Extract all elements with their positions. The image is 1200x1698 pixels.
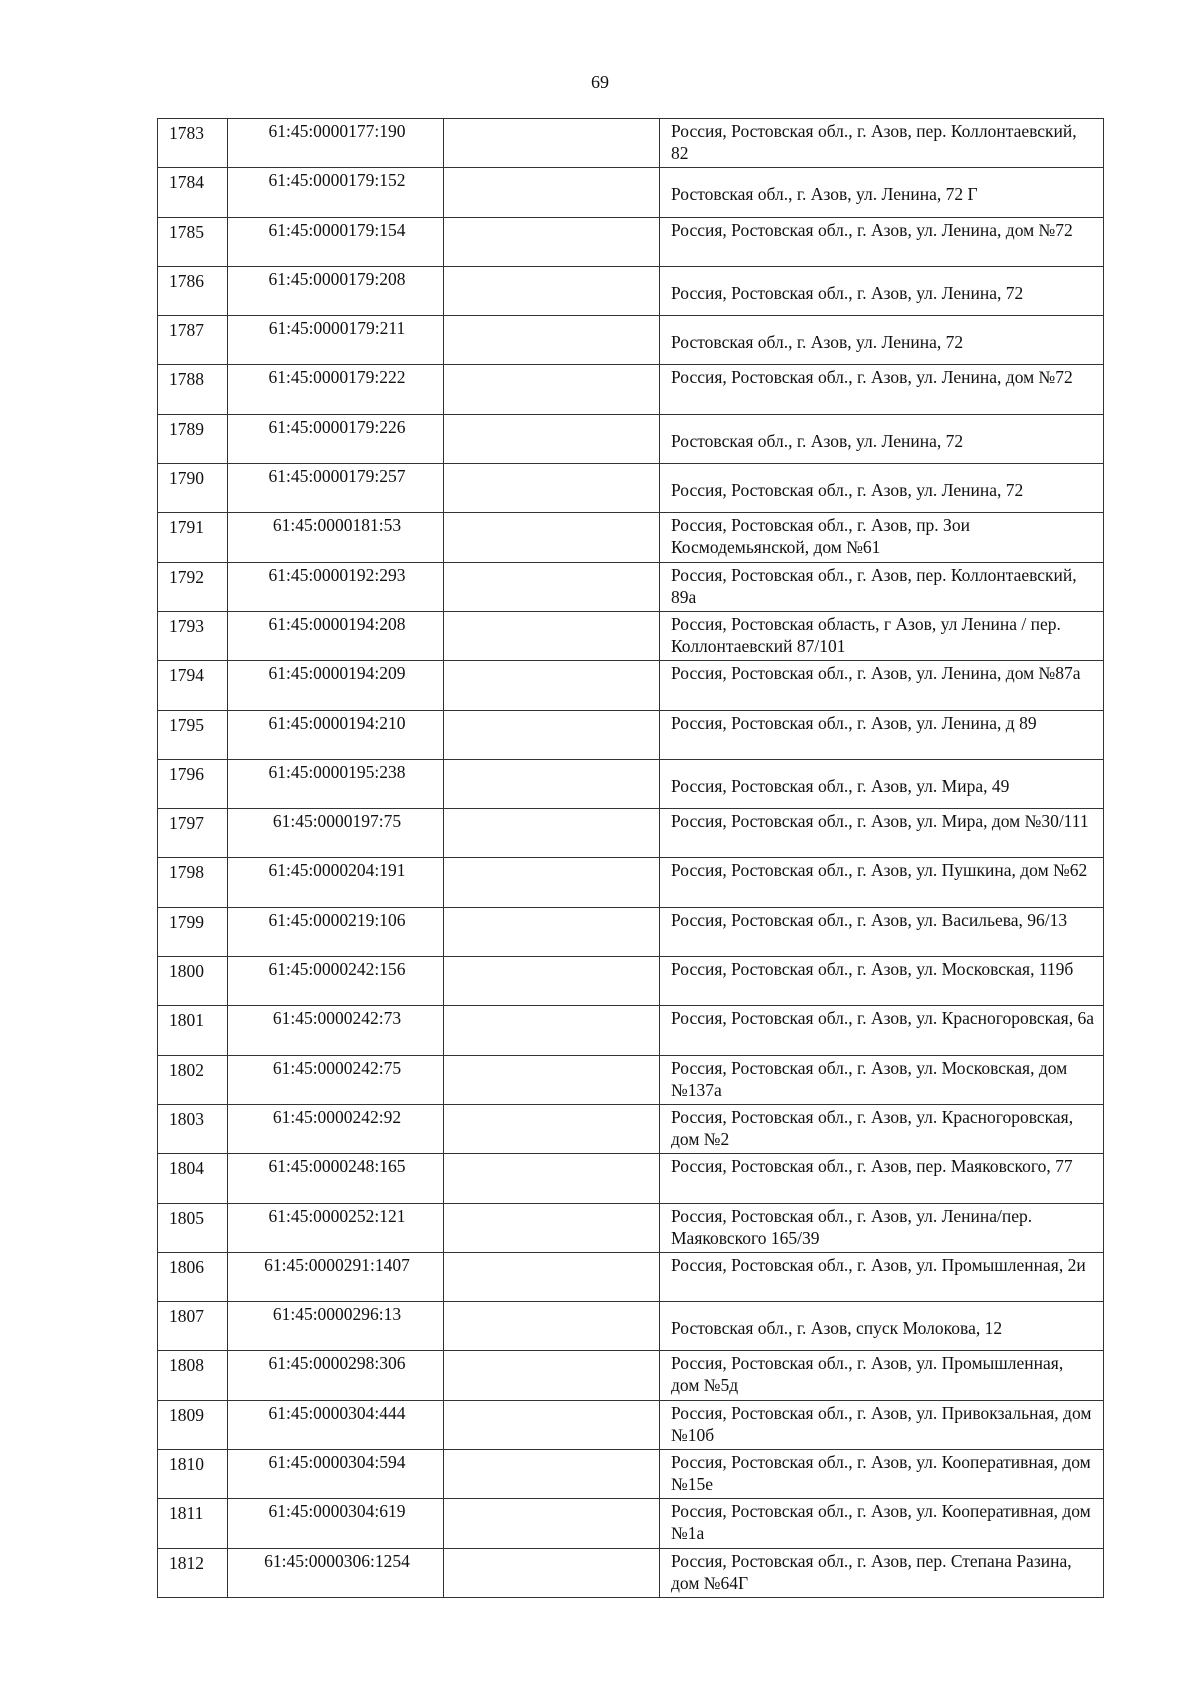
cadastral-number-cell	[228, 1450, 444, 1499]
address-cell	[660, 1351, 1104, 1400]
table-row	[158, 1252, 1104, 1301]
address-text: Россия, Ростовская обл., г. Азов, ул. Пушкина, дом №62	[671, 860, 1088, 881]
row-number: 1783	[169, 123, 204, 143]
row-number-cell	[158, 119, 228, 168]
table-row	[158, 957, 1104, 1006]
cadastral-number: 61:45:0000192:293	[268, 564, 406, 585]
cadastral-number-cell	[228, 365, 444, 414]
empty-cell	[444, 661, 660, 710]
empty-cell	[444, 168, 660, 217]
address-cell	[660, 710, 1104, 759]
empty-cell	[444, 1499, 660, 1548]
empty-cell	[444, 1351, 660, 1400]
cadastral-number: 61:45:0000304:444	[268, 1402, 406, 1423]
cadastral-number: 61:45:0000242:156	[268, 959, 406, 980]
table-row	[158, 562, 1104, 611]
row-number: 1787	[169, 320, 204, 341]
cadastral-number-cell	[228, 1302, 444, 1351]
cadastral-number: 61:45:0000304:594	[268, 1452, 406, 1473]
table-row	[158, 611, 1104, 660]
cadastral-number: 61:45:0000179:208	[268, 268, 406, 289]
cadastral-number: 61:45:0000291:1407	[264, 1254, 410, 1275]
table-row	[158, 1450, 1104, 1499]
empty-cell	[444, 217, 660, 266]
row-number: 1799	[169, 911, 204, 932]
address-cell	[660, 1104, 1104, 1153]
row-number-cell	[158, 217, 228, 266]
table-row	[158, 1400, 1104, 1449]
cadastral-number: 61:45:0000304:619	[268, 1501, 406, 1522]
table-row	[158, 661, 1104, 710]
row-number: 1793	[169, 615, 204, 636]
address-text: Россия, Ростовская обл., г. Азов, ул. Ленина, дом №72	[671, 219, 1073, 240]
row-number: 1784	[169, 172, 204, 193]
page-number: 69	[591, 72, 609, 92]
row-number: 1786	[169, 270, 204, 291]
cadastral-number: 61:45:0000219:106	[268, 909, 406, 930]
empty-cell	[444, 710, 660, 759]
address-text: Россия, Ростовская обл., г. Азов, ул. Ленина, дом №87а	[671, 663, 1081, 684]
row-number-cell	[158, 168, 228, 217]
cadastral-number: 61:45:0000177:190	[268, 121, 406, 141]
empty-cell	[444, 513, 660, 562]
address-cell	[660, 1055, 1104, 1104]
row-number: 1809	[169, 1404, 204, 1425]
cadastral-number-cell	[228, 858, 444, 907]
table-row	[158, 414, 1104, 463]
address-text: Россия, Ростовская обл., г. Азов, пер. Степана Разина, дом №64Г	[671, 1550, 1072, 1593]
row-number-cell	[158, 1055, 228, 1104]
cadastral-number: 61:45:0000194:208	[268, 613, 406, 634]
row-number: 1800	[169, 961, 204, 982]
row-number: 1805	[169, 1207, 204, 1228]
empty-cell	[444, 1400, 660, 1449]
cadastral-number: 61:45:0000194:209	[268, 663, 406, 684]
table-row	[158, 119, 1104, 168]
address-text: Россия, Ростовская обл., г. Азов, ул. Привокзальная, дом №10б	[671, 1402, 1092, 1445]
empty-cell	[444, 1302, 660, 1351]
address-cell	[660, 809, 1104, 858]
cadastral-number: 61:45:0000242:75	[272, 1057, 402, 1078]
cadastral-number: 61:45:0000242:92	[272, 1106, 402, 1127]
empty-cell	[444, 1055, 660, 1104]
address-cell	[660, 759, 1104, 808]
address-text: Ростовская обл., г. Азов, ул. Ленина, 72	[671, 430, 964, 451]
empty-cell	[444, 316, 660, 365]
cadastral-number-cell	[228, 119, 444, 168]
cadastral-number-cell	[228, 1104, 444, 1153]
address-cell	[660, 1302, 1104, 1351]
row-number: 1806	[169, 1256, 204, 1277]
cadastral-number-cell	[228, 266, 444, 315]
row-number-cell	[158, 1203, 228, 1252]
row-number-cell	[158, 562, 228, 611]
address-text: Россия, Ростовская обл., г. Азов, ул. Промышленная, 2и	[671, 1254, 1086, 1275]
cadastral-number-cell	[228, 562, 444, 611]
row-number: 1790	[169, 468, 204, 489]
cadastral-number-cell	[228, 1548, 444, 1597]
empty-cell	[444, 858, 660, 907]
address-text: Россия, Ростовская обл., г. Азов, ул. Ленина, 72	[671, 480, 1024, 501]
row-number: 1795	[169, 714, 204, 735]
table-row	[158, 217, 1104, 266]
empty-cell	[444, 1006, 660, 1055]
table-row	[158, 168, 1104, 217]
row-number-cell	[158, 858, 228, 907]
row-number-cell	[158, 365, 228, 414]
address-cell	[660, 562, 1104, 611]
cadastral-number: 61:45:0000179:226	[268, 416, 406, 437]
address-cell	[660, 661, 1104, 710]
empty-cell	[444, 1154, 660, 1203]
address-text: Россия, Ростовская обл., г. Азов, ул. Промышленная, дом №5д	[671, 1353, 1064, 1396]
table-row	[158, 316, 1104, 365]
empty-cell	[444, 464, 660, 513]
row-number-cell	[158, 1548, 228, 1597]
empty-cell	[444, 1252, 660, 1301]
row-number: 1791	[169, 517, 204, 538]
cadastral-number-cell	[228, 1499, 444, 1548]
row-number-cell	[158, 1302, 228, 1351]
row-number-cell	[158, 1351, 228, 1400]
row-number-cell	[158, 1499, 228, 1548]
table-row	[158, 266, 1104, 315]
address-text: Россия, Ростовская обл., г. Азов, ул. Ленина, д 89	[671, 712, 1037, 733]
cadastral-number-cell	[228, 809, 444, 858]
table-row	[158, 1203, 1104, 1252]
address-text: Россия, Ростовская обл., г. Азов, ул. Кооперативная, дом №1а	[671, 1501, 1091, 1544]
address-text: Россия, Ростовская обл., г. Азов, ул. Ленина/пер. Маяковского 165/39	[671, 1205, 1033, 1248]
address-cell	[660, 316, 1104, 365]
cadastral-number-cell	[228, 168, 444, 217]
address-cell	[660, 1400, 1104, 1449]
address-text: Ростовская обл., г. Азов, спуск Молокова, 12	[671, 1318, 1003, 1339]
row-number-cell	[158, 1104, 228, 1153]
registry-table-body	[158, 119, 1104, 1598]
empty-cell	[444, 1104, 660, 1153]
address-text: Россия, Ростовская обл., г. Азов, пер. Маяковского, 77	[671, 1156, 1073, 1177]
cadastral-number: 61:45:0000296:13	[272, 1304, 402, 1325]
cadastral-number: 61:45:0000179:211	[268, 318, 406, 339]
row-number-cell	[158, 661, 228, 710]
row-number-cell	[158, 513, 228, 562]
table-row	[158, 1302, 1104, 1351]
row-number: 1792	[169, 566, 204, 587]
row-number: 1785	[169, 221, 204, 242]
cadastral-number-cell	[228, 1252, 444, 1301]
address-cell	[660, 907, 1104, 956]
empty-cell	[444, 1548, 660, 1597]
address-text: Россия, Ростовская обл., г. Азов, ул. Красногоровская, 6а	[671, 1008, 1094, 1029]
cadastral-number: 61:45:0000252:121	[268, 1205, 406, 1226]
cadastral-number-cell	[228, 316, 444, 365]
row-number: 1807	[169, 1306, 204, 1327]
empty-cell	[444, 907, 660, 956]
empty-cell	[444, 611, 660, 660]
empty-cell	[444, 414, 660, 463]
cadastral-number-cell	[228, 1203, 444, 1252]
empty-cell	[444, 365, 660, 414]
table-row	[158, 710, 1104, 759]
cadastral-number: 61:45:0000306:1254	[264, 1550, 410, 1571]
address-cell	[660, 464, 1104, 513]
row-number: 1803	[169, 1108, 204, 1129]
address-cell	[660, 365, 1104, 414]
address-cell	[660, 119, 1104, 168]
row-number-cell	[158, 1400, 228, 1449]
cadastral-number-cell	[228, 611, 444, 660]
cadastral-number-cell	[228, 710, 444, 759]
address-cell	[660, 858, 1104, 907]
cadastral-number-cell	[228, 1351, 444, 1400]
row-number: 1797	[169, 813, 204, 834]
address-cell	[660, 513, 1104, 562]
row-number: 1802	[169, 1059, 204, 1080]
address-text: Россия, Ростовская обл., г. Азов, ул. Кооперативная, дом №15е	[671, 1452, 1091, 1495]
row-number: 1788	[169, 369, 204, 390]
row-number-cell	[158, 611, 228, 660]
table-row	[158, 1548, 1104, 1597]
address-text: Россия, Ростовская обл., г. Азов, пер. Коллонтаевский, 82	[671, 121, 1077, 163]
address-text: Россия, Ростовская обл., г. Азов, пер. Коллонтаевский, 89а	[671, 564, 1077, 607]
table-row	[158, 1351, 1104, 1400]
row-number: 1804	[169, 1158, 204, 1179]
cadastral-number: 61:45:0000194:210	[268, 712, 406, 733]
row-number-cell	[158, 464, 228, 513]
table-row	[158, 809, 1104, 858]
empty-cell	[444, 1450, 660, 1499]
empty-cell	[444, 809, 660, 858]
address-text: Ростовская обл., г. Азов, ул. Ленина, 72 Г	[671, 184, 978, 205]
table-row	[158, 513, 1104, 562]
address-cell	[660, 414, 1104, 463]
row-number: 1810	[169, 1454, 204, 1475]
table-row	[158, 1499, 1104, 1548]
row-number-cell	[158, 759, 228, 808]
cadastral-number-cell	[228, 957, 444, 1006]
address-cell	[660, 1154, 1104, 1203]
cadastral-number-cell	[228, 907, 444, 956]
cadastral-number-cell	[228, 513, 444, 562]
row-number: 1796	[169, 763, 204, 784]
table-row	[158, 365, 1104, 414]
cadastral-number-cell	[228, 1400, 444, 1449]
cadastral-number-cell	[228, 1006, 444, 1055]
row-number-cell	[158, 710, 228, 759]
address-cell	[660, 1252, 1104, 1301]
empty-cell	[444, 1203, 660, 1252]
cadastral-number: 61:45:0000179:222	[268, 367, 406, 388]
address-cell	[660, 1499, 1104, 1548]
cadastral-number: 61:45:0000195:238	[268, 761, 406, 782]
address-text: Россия, Ростовская область, г Азов, ул Ленина / пер. Коллонтаевский 87/101	[671, 613, 1061, 656]
cadastral-number: 61:45:0000179:152	[268, 170, 406, 191]
address-cell	[660, 1203, 1104, 1252]
address-text: Россия, Ростовская обл., г. Азов, ул. Красногоровская, дом №2	[671, 1106, 1074, 1149]
row-number-cell	[158, 414, 228, 463]
table-row	[158, 858, 1104, 907]
row-number-cell	[158, 809, 228, 858]
address-text: Россия, Ростовская обл., г. Азов, ул. Ленина, дом №72	[671, 367, 1073, 388]
table-row	[158, 1006, 1104, 1055]
row-number: 1801	[169, 1010, 204, 1031]
cadastral-number-cell	[228, 661, 444, 710]
address-cell	[660, 266, 1104, 315]
row-number-cell	[158, 957, 228, 1006]
cadastral-number-cell	[228, 1154, 444, 1203]
table-row	[158, 907, 1104, 956]
cadastral-number: 61:45:0000242:73	[272, 1008, 402, 1029]
address-text: Россия, Ростовская обл., г. Азов, ул. Московская, 119б	[671, 959, 1074, 980]
registry-table	[157, 118, 1104, 1598]
address-cell	[660, 1450, 1104, 1499]
cadastral-number-cell	[228, 759, 444, 808]
table-row	[158, 1055, 1104, 1104]
cadastral-number-cell	[228, 1055, 444, 1104]
row-number: 1812	[169, 1552, 204, 1573]
row-number-cell	[158, 316, 228, 365]
address-cell	[660, 611, 1104, 660]
empty-cell	[444, 759, 660, 808]
row-number-cell	[158, 266, 228, 315]
row-number-cell	[158, 907, 228, 956]
cadastral-number: 61:45:0000197:75	[272, 811, 402, 832]
cadastral-number: 61:45:0000248:165	[268, 1156, 406, 1177]
empty-cell	[444, 119, 660, 168]
cadastral-number-cell	[228, 414, 444, 463]
empty-cell	[444, 562, 660, 611]
row-number: 1808	[169, 1355, 204, 1376]
cadastral-number-cell	[228, 464, 444, 513]
address-cell	[660, 1548, 1104, 1597]
address-cell	[660, 168, 1104, 217]
row-number-cell	[158, 1252, 228, 1301]
address-text: Россия, Ростовская обл., г. Азов, ул. Васильева, 96/13	[671, 909, 1068, 930]
address-text: Россия, Ростовская обл., г. Азов, пр. Зои Космодемьянской, дом №61	[671, 515, 970, 558]
table-row	[158, 464, 1104, 513]
cadastral-number: 61:45:0000204:191	[268, 860, 406, 881]
address-cell	[660, 957, 1104, 1006]
row-number: 1794	[169, 665, 204, 686]
empty-cell	[444, 957, 660, 1006]
address-cell	[660, 217, 1104, 266]
cadastral-number: 61:45:0000179:154	[268, 219, 406, 240]
row-number-cell	[158, 1006, 228, 1055]
row-number-cell	[158, 1154, 228, 1203]
address-text: Россия, Ростовская обл., г. Азов, ул. Ленина, 72	[671, 282, 1024, 303]
address-text: Россия, Ростовская обл., г. Азов, ул. Московская, дом №137а	[671, 1057, 1068, 1100]
table-row	[158, 759, 1104, 808]
row-number: 1811	[169, 1503, 204, 1524]
address-cell	[660, 1006, 1104, 1055]
row-number: 1798	[169, 862, 204, 883]
cadastral-number: 61:45:0000298:306	[268, 1353, 406, 1374]
address-text: Россия, Ростовская обл., г. Азов, ул. Мира, дом №30/111	[671, 811, 1089, 832]
address-text: Россия, Ростовская обл., г. Азов, ул. Мира, 49	[671, 775, 1010, 796]
cadastral-number: 61:45:0000181:53	[272, 515, 402, 536]
address-text: Ростовская обл., г. Азов, ул. Ленина, 72	[671, 332, 964, 353]
table-row	[158, 1154, 1104, 1203]
empty-cell	[444, 266, 660, 315]
row-number: 1789	[169, 418, 204, 439]
row-number-cell	[158, 1450, 228, 1499]
cadastral-number-cell	[228, 217, 444, 266]
table-row	[158, 1104, 1104, 1153]
cadastral-number: 61:45:0000179:257	[268, 466, 406, 487]
